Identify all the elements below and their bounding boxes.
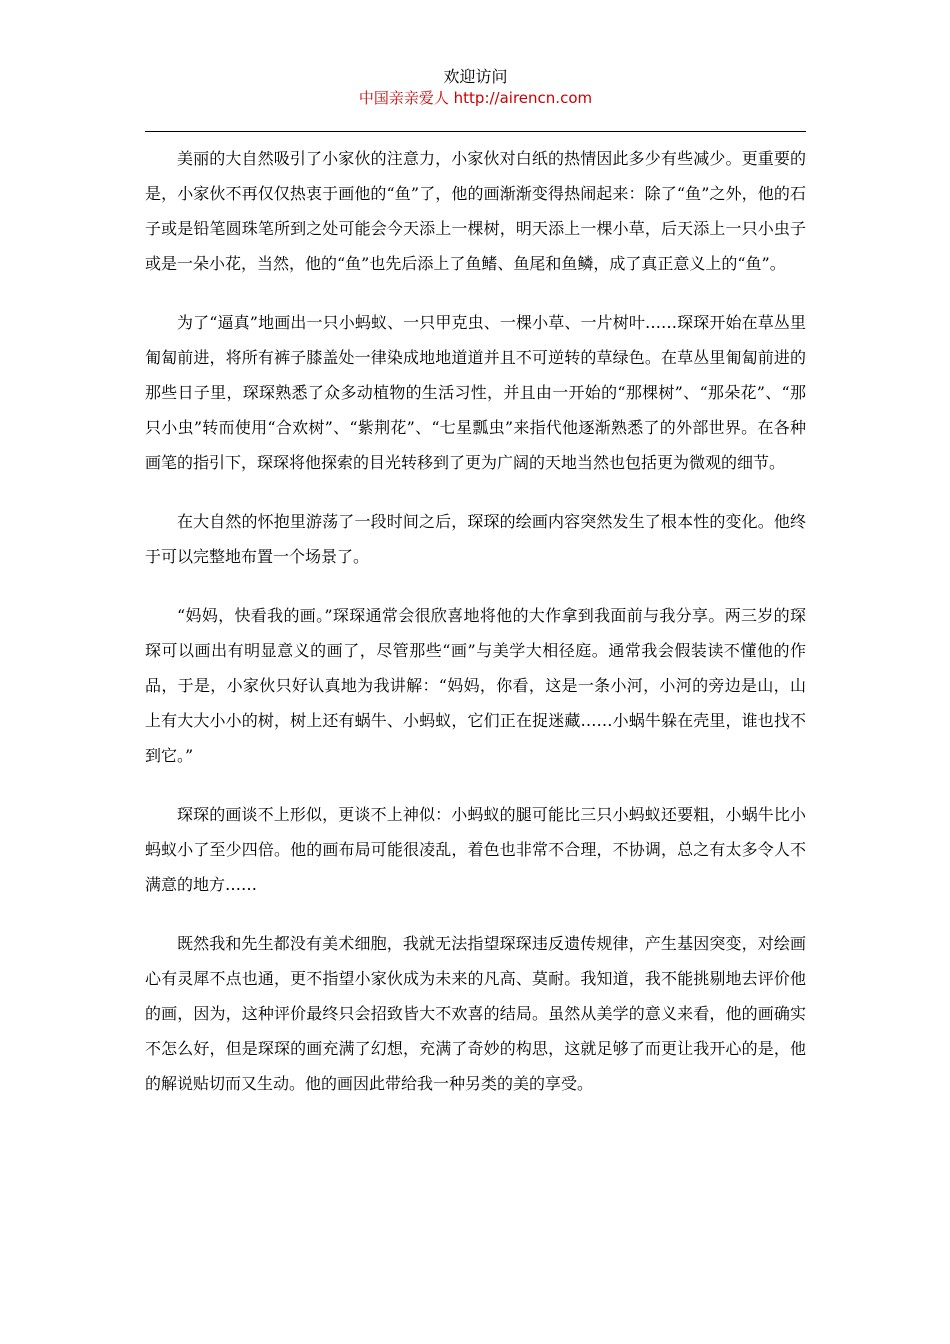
header-title: 欢迎访问 (443, 67, 508, 86)
paragraph: 琛琛的画谈不上形似，更谈不上神似：小蚂蚁的腿可能比三只小蚂蚁还要粗，小蜗牛比小蚂蚁小了至少四倍。他的画布局可能很凌乱，着色也非常不合理，不协调，总之有太多令人不满意的地方…… (145, 805, 806, 894)
page-header (145, 66, 806, 108)
header-divider (145, 131, 806, 132)
paragraph: 美丽的大自然吸引了小家伙的注意力，小家伙对白纸的热情因此多少有些减少。更重要的是，小家伙不再仅仅热衷于画他的“鱼”了，他的画渐渐变得热闹起来：除了“鱼”之外，他的石子或是铅笔圆珠笔所到之处可能会今天添上一棵树，明天添上一棵小草，后天添上一只小虫子或是一朵小花，当然，他的“鱼”也先后添上了鱼鳍、鱼尾和鱼鳞，成了真正意义上的“鱼”。 (145, 149, 806, 273)
paragraph: 在大自然的怀抱里游荡了一段时间之后，琛琛的绘画内容突然发生了根本性的变化。他终于可以完整地布置一个场景了。 (145, 512, 806, 566)
header-site-link[interactable]: 中国亲亲爱人 http://airencn.com (358, 89, 593, 107)
paragraph: “妈妈，快看我的画。”琛琛通常会很欣喜地将他的大作拿到我面前与我分享。两三岁的琛琛可以画出有明显意义的画了，尽管那些“画”与美学大相径庭。通常我会假装读不懂他的作品，于是，小家伙只好认真地为我讲解：“妈妈，你看，这是一条小河，小河的旁边是山，山上有大大小小的树，树上还有蜗牛、小蚂蚁，它们正在捉迷藏……小蜗牛躲在壳里，谁也找不到它。” (145, 606, 806, 765)
paragraph: 为了“逼真”地画出一只小蚂蚁、一只甲克虫、一棵小草、一片树叶……琛琛开始在草丛里匍匐前进，将所有裤子膝盖处一律染成地地道道并且不可逆转的草绿色。在草丛里匍匐前进的那些日子里，琛琛熟悉了众多动植物的生活习性，并且由一开始的“那棵树”、“那朵花”、“那只小虫”转而使用“合欢树”、“紫荆花”、“七星瓢虫”来指代他逐渐熟悉了的外部世界。在各种画笔的指引下，琛琛将他探索的目光转移到了更为广阔的天地当然也包括更为微观的细节。 (145, 313, 806, 472)
paragraph: 既然我和先生都没有美术细胞，我就无法指望琛琛违反遗传规律，产生基因突变，对绘画心有灵犀不点也通，更不指望小家伙成为未来的凡高、莫耐。我知道，我不能挑剔地去评价他的画，因为，这种评价最终只会招致皆大不欢喜的结局。虽然从美学的意义来看，他的画确实不怎么好，但是琛琛的画充满了幻想，充满了奇妙的构思，这就足够了而更让我开心的是，他的解说贴切而又生动。他的画因此带给我一种另类的美的享受。 (145, 934, 806, 1093)
article-body (145, 141, 806, 1125)
